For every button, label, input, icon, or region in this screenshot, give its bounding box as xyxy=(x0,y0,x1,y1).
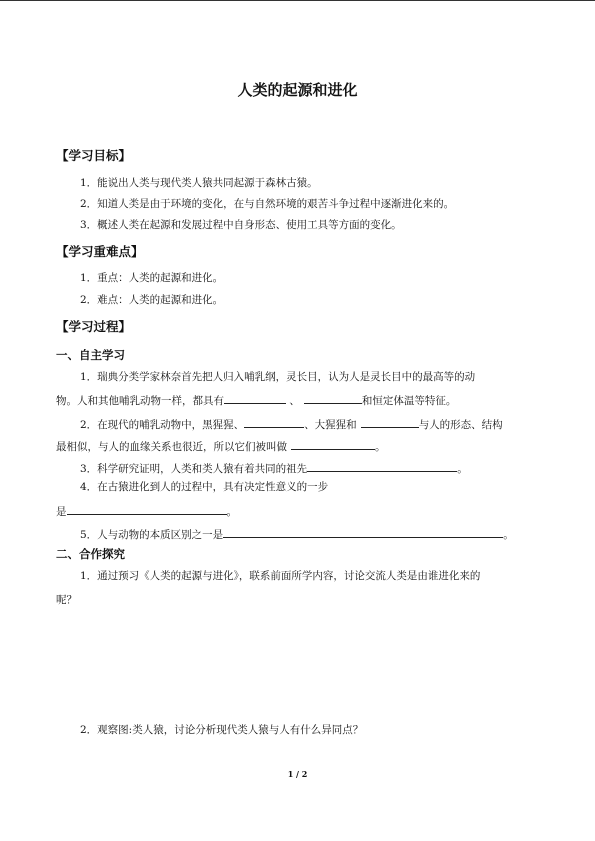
blank-q5[interactable] xyxy=(223,525,503,538)
part2-q1-line2: 呢？ xyxy=(56,594,77,606)
blank-q2-3[interactable] xyxy=(291,437,375,450)
q2-line2 xyxy=(56,437,386,454)
part1-heading: 一、自主学习 xyxy=(56,348,125,362)
blank-q2-1[interactable] xyxy=(244,415,304,428)
q3-text-b: 。 xyxy=(457,463,468,475)
q2-text-e: 。 xyxy=(375,441,386,453)
section-heading-process: 【学习过程】 xyxy=(56,319,132,334)
section-heading-goals: 【学习目标】 xyxy=(56,148,132,163)
q5-text-b: 。 xyxy=(503,529,514,541)
goal-item-1: 1．能说出人类与现代类人猿共同起源于森林古猿。 xyxy=(80,177,318,189)
q1-line2 xyxy=(56,391,456,408)
blank-q1-2[interactable] xyxy=(304,391,362,404)
q4-line1: 4．在古猿进化到人的过程中，具有决定性意义的一步 xyxy=(80,481,329,493)
q2-text-a-visible: 2．在现代的哺乳动物中，黑猩猩、 xyxy=(80,419,245,431)
q1-text-c: 和恒定体温等特征。 xyxy=(361,395,457,407)
page-number: 1 / 2 xyxy=(287,769,308,779)
q2-text-b: 、大猩猩和 xyxy=(304,419,357,431)
q1-text-a: 物。人和其他哺乳动物一样，都具有 xyxy=(56,395,224,407)
q2-text-c: 与人的形态、结构 xyxy=(418,419,503,431)
blank-q3[interactable] xyxy=(307,459,457,472)
q4-line2 xyxy=(56,502,237,519)
q5-text-a: 5．人与动物的本质区别之一是 xyxy=(80,529,224,541)
goal-item-2: 2．知道人类是由于环境的变化，在与自然环境的艰苦斗争过程中逐渐进化来的。 xyxy=(80,198,455,210)
q4-text-a: 是 xyxy=(56,506,67,518)
key-point-2: 2．难点：人类的起源和进化。 xyxy=(80,294,224,306)
blank-q2-2[interactable] xyxy=(361,415,419,428)
q5-line xyxy=(80,525,514,542)
q2-line1 xyxy=(80,415,503,432)
q3-line xyxy=(80,459,468,476)
q1-text-b: 、 xyxy=(289,395,300,407)
blank-q1-1[interactable] xyxy=(224,391,286,404)
key-point-1: 1．重点：人类的起源和进化。 xyxy=(80,272,224,284)
q4-text-b: 。 xyxy=(226,506,237,518)
section-heading-key-points: 【学习重难点】 xyxy=(56,244,144,259)
part2-q2: 2．观察图:类人猿，讨论分析现代类人猿与人有什么异同点？ xyxy=(80,724,364,736)
top-border-line xyxy=(0,0,595,1)
part2-q1-line1: 1．通过预习《人类的起源与进化》，联系前面所学内容，讨论交流人类是由谁进化来的 xyxy=(80,570,481,582)
page-title: 人类的起源和进化 xyxy=(237,81,358,99)
blank-q4[interactable] xyxy=(67,502,227,515)
q1-line1: 1．瑞典分类学家林奈首先把人归入哺乳纲，灵长目，认为人是灵长目中的最高等的动 xyxy=(80,371,476,383)
q2-text-d: 最相似，与人的血缘关系也很近，所以它们被叫做 xyxy=(56,441,287,453)
part2-heading: 二、合作探究 xyxy=(56,547,125,561)
goal-item-3: 3．概述人类在起源和发展过程中自身形态、使用工具等方面的变化。 xyxy=(80,219,402,231)
q3-text-a: 3．科学研究证明，人类和类人猿有着共同的祖先 xyxy=(80,463,308,475)
